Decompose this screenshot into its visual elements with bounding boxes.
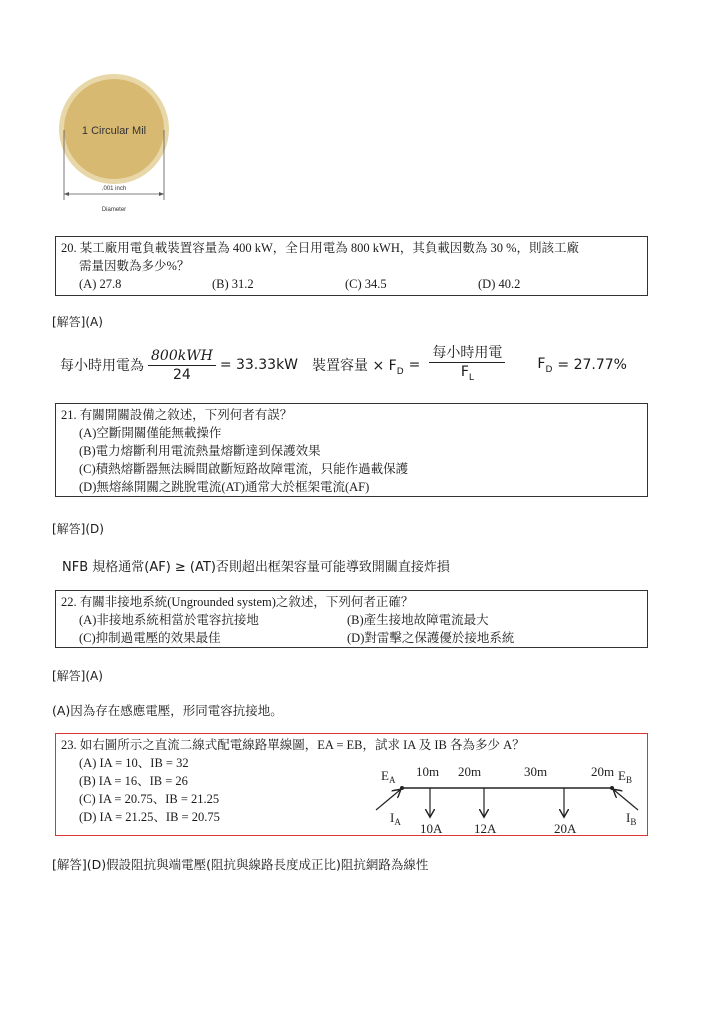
q23-line1: 23. 如右圖所示之直流二線式配電線路單線圖，EA = EB，試求 IA 及 IB 各為多少 A？ xyxy=(61,738,525,752)
eq2-equals: = xyxy=(408,357,421,374)
circular-mil-figure xyxy=(52,72,177,222)
q21-option-a: (A)空斷開關僅能無載操作 xyxy=(79,426,222,440)
q20-line1: 20. 某工廠用電負載裝置容量為 400 kW，全日用電為 800 kWH，其負載因數為 30 %，則該工廠 xyxy=(61,241,580,255)
eq1-result: = 33.33kW xyxy=(219,357,299,374)
q20-line2: 需量因數為多少%？ xyxy=(79,259,190,273)
load-label-10a: 10A xyxy=(420,821,443,836)
dim-value: .001 inch xyxy=(101,186,127,192)
q22-options-row2 xyxy=(61,629,641,647)
answer-20: [解答](A) xyxy=(52,315,103,329)
eq2-left: 裝置容量 × $F_D$ xyxy=(312,357,404,377)
question-21-box xyxy=(55,403,648,497)
q23-option-b: (B) IA = 16、IB = 26 xyxy=(79,774,188,788)
eq2-numerator: 每小時用電 xyxy=(429,344,505,363)
answer-23: [解答](D)假設阻抗與端電壓(阻抗與線路長度成正比)阻抗網路為線性 xyxy=(52,857,429,872)
q20-option-d: (D) 40.2 xyxy=(478,277,521,291)
label-eb: $E_B$ xyxy=(618,768,632,785)
eq2-fraction xyxy=(429,344,505,387)
answer-21: [解答](D) xyxy=(52,522,104,536)
q22-option-a: (A)非接地系統相當於電容抗接地 xyxy=(79,613,259,627)
segment-label-1: 10m xyxy=(416,764,440,779)
q21-option-b: (B)電力熔斷利用電流熱量熔斷達到保護效果 xyxy=(79,444,321,458)
label-ib: $I_B$ xyxy=(626,810,637,827)
q22-option-b: (B)產生接地故障電流最大 xyxy=(347,613,489,627)
circle-label: 1 Circular Mil xyxy=(81,125,147,137)
q21-option-d: (D)無熔絲開關之跳脫電流(AT)通常大於框架電流(AF) xyxy=(79,480,370,494)
segment-label-2: 20m xyxy=(458,764,482,779)
node-a xyxy=(400,786,404,790)
dim-label: Diameter xyxy=(101,207,127,213)
q23-option-c: (C) IA = 20.75、IB = 21.25 xyxy=(79,792,220,806)
q22-option-d: (D)對雷擊之保護優於接地系統 xyxy=(347,631,515,645)
label-ea: $E_A$ xyxy=(381,768,396,785)
dc-feeder-diagram xyxy=(366,760,646,836)
load-label-12a: 12A xyxy=(474,821,497,836)
segment-label-4: 20m xyxy=(591,764,615,779)
q21-line1: 21. 有關開關設備之敘述，下列何者有誤？ xyxy=(61,408,293,422)
eq1-fraction xyxy=(148,347,216,384)
load-label-20a: 20A xyxy=(554,821,577,836)
segment-label-3: 30m xyxy=(524,764,548,779)
node-b xyxy=(610,786,614,790)
label-ia: $I_A$ xyxy=(390,810,401,827)
q21-option-c: (C)積熱熔斷器無法瞬間啟斷短路故障電流，只能作過載保護 xyxy=(79,462,409,476)
answer-22: [解答](A) xyxy=(52,669,103,683)
question-23-box xyxy=(55,733,648,836)
eq1-numerator: 800kWH xyxy=(148,347,216,366)
q20-options xyxy=(61,275,641,293)
ib-arrow xyxy=(614,790,638,810)
q22-option-c: (C)抑制過電壓的效果最佳 xyxy=(79,631,221,645)
q23-option-a: (A) IA = 10、IB = 32 xyxy=(79,756,189,770)
q20-option-b: (B) 31.2 xyxy=(212,277,254,291)
ia-arrow xyxy=(376,790,400,810)
question-20-box xyxy=(55,236,648,296)
note-22: (A)因為存在感應電壓，形同電容抗接地。 xyxy=(52,703,283,718)
question-22-box xyxy=(55,590,648,648)
eq3-result: = 27.77% xyxy=(557,357,627,374)
q22-line1: 22. 有關非接地系統(Ungrounded system)之敘述，下列何者正確？ xyxy=(61,595,414,609)
dim-arrow-left xyxy=(64,192,69,196)
q23-option-d: (D) IA = 21.25、IB = 20.75 xyxy=(79,810,220,824)
eq1-denominator: 24 xyxy=(172,366,191,383)
eq2-denominator: $F_L$ xyxy=(460,364,474,383)
q20-option-c: (C) 34.5 xyxy=(345,277,387,291)
eq3-left: $F_D$ xyxy=(537,356,553,375)
equation-20 xyxy=(60,344,627,387)
q22-options-row1 xyxy=(61,611,641,629)
q20-option-a: (A) 27.8 xyxy=(79,277,122,291)
dim-arrow-right xyxy=(159,192,164,196)
eq1-left: 每小時用電為 xyxy=(60,358,144,375)
note-21: NFB 規格通常(AF) ≥ (AT)否則超出框架容量可能導致開關直接炸損 xyxy=(62,560,450,575)
